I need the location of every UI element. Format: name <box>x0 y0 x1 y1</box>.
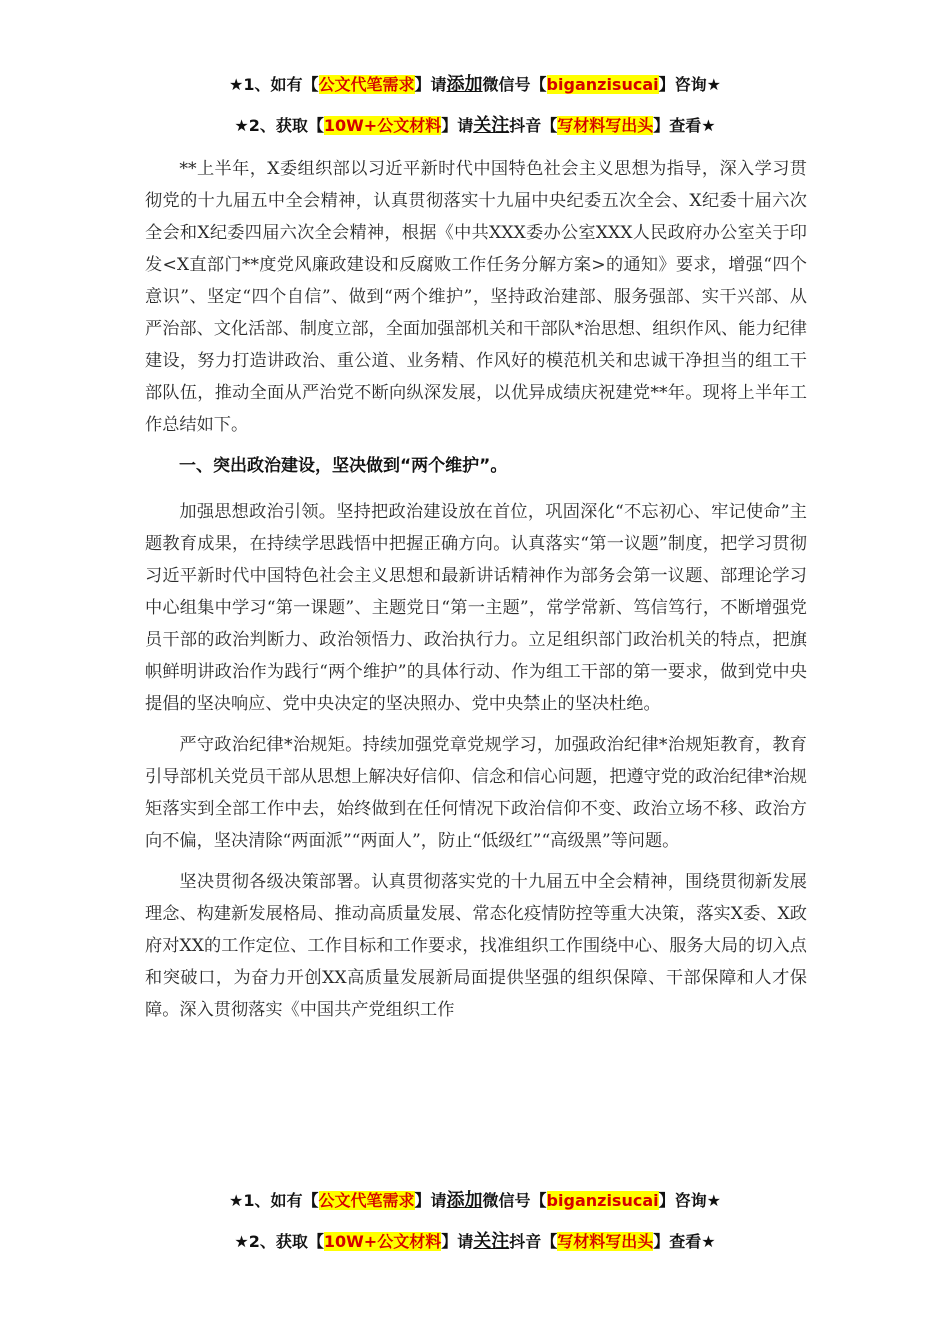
banner-text: 】请 <box>441 1232 474 1251</box>
banner-highlight: 写材料写出头 <box>557 116 654 135</box>
banner-text: ★1、如有【 <box>229 1191 319 1210</box>
promo-banner-line-1 <box>0 70 950 96</box>
banner-highlight: 10W+公文材料 <box>323 116 442 135</box>
banner-text: 】请 <box>441 116 474 135</box>
banner-text: 】请 <box>414 1191 447 1210</box>
section-heading: 一、突出政治建设，坚决做到“两个维护”。 <box>179 456 508 476</box>
banner-emphasis: 添加 <box>446 74 483 95</box>
paragraph-ideology: 加强思想政治引领。坚持把政治建设放在首位，巩固深化“不忘初心、牢记使命”主题教育成果，在持续学思践悟中把握正确方向。认真落实“第一议题”制度，把学习贯彻习近平新时代中国特色社会主义思想和最新讲话精神作为部务会第一议题、部理论学习中心组集中学习“第一课题”、主题党日“第一主题”，常学常新、笃信笃行，不断增强党员干部的政治判断力、政治领悟力、政治执行力。立足组织部门政治机关的特点，把旗帜鲜明讲政治作为践行“两个维护”的具体行动、作为组工干部的第一要求，做到党中央提倡的坚决响应、党中央决定的坚决照办、党中央禁止的坚决杜绝。 <box>145 502 807 714</box>
banner-emphasis: 关注 <box>473 115 510 136</box>
promo-banner-line-1 <box>0 1186 950 1212</box>
banner-text: 抖音【 <box>509 116 558 135</box>
paragraph-intro: **上半年，X委组织部以习近平新时代中国特色社会主义思想为指导，深入学习贯彻党的十九届五中全会精神，认真贯彻落实十九届中央纪委五次全会、X纪委十届六次全会和X纪委四届六次全会精神，根据《中共XXX委办公室XXX人民政府办公室关于印发<X直部门**度党风廉政建设和反腐败工作任务分解方案>的通知》要求，增强“四个意识”、坚定“四个自信”、做到“两个维护”，坚持政治建部、服务强部、实干兴部、从严治部、文化活部、制度立部，全面加强部机关和干部队*治思想、组织作风、能力纪律建设，努力打造讲政治、重公道、业务精、作风好的模范机关和忠诚干净担当的组工干部队伍，推动全面从严治党不断向纵深发展，以优异成绩庆祝建党**年。现将上半年工作总结如下。 <box>145 159 807 435</box>
paragraph-discipline: 严守政治纪律*治规矩。持续加强党章党规学习，加强政治纪律*治规矩教育，教育引导部机关党员干部从思想上解决好信仰、信念和信心问题，把遵守党的政治纪律*治规矩落实到全部工作中去，始终做到在任何情况下政治信仰不变、政治立场不移、政治方向不偏，坚决清除“两面派”“两面人”，防止“低级红”“高级黑”等问题。 <box>145 735 807 851</box>
banner-emphasis: 关注 <box>473 1231 510 1252</box>
promo-banner-line-2 <box>0 111 950 137</box>
banner-text: ★2、获取【 <box>234 116 324 135</box>
banner-text: ★1、如有【 <box>229 75 319 94</box>
banner-highlight: biganzisucai <box>546 75 659 94</box>
banner-text: 抖音【 <box>509 1232 558 1251</box>
banner-highlight: 10W+公文材料 <box>323 1232 442 1251</box>
promo-banner-line-2 <box>0 1227 950 1253</box>
banner-text: 微信号【 <box>482 1191 547 1210</box>
banner-text: 】查看★ <box>653 1232 716 1251</box>
document-body <box>145 153 807 1035</box>
banner-text: 】请 <box>414 75 447 94</box>
banner-text: 】咨询★ <box>658 1191 721 1210</box>
banner-highlight: 公文代笔需求 <box>318 1191 415 1210</box>
banner-emphasis: 添加 <box>446 1190 483 1211</box>
banner-text: ★2、获取【 <box>234 1232 324 1251</box>
banner-text: 】查看★ <box>653 116 716 135</box>
banner-text: 】咨询★ <box>658 75 721 94</box>
paragraph-decisions: 坚决贯彻各级决策部署。认真贯彻落实党的十九届五中全会精神，围绕贯彻新发展理念、构建新发展格局、推动高质量发展、常态化疫情防控等重大决策，落实X委、X政府对XX的工作定位、工作目标和工作要求，找准组织工作围绕中心、服务大局的切入点和突破口，为奋力开创XX高质量发展新局面提供坚强的组织保障、干部保障和人才保障。深入贯彻落实《中国共产党组织工作 <box>145 872 807 1020</box>
banner-highlight: 写材料写出头 <box>557 1232 654 1251</box>
banner-text: 微信号【 <box>482 75 547 94</box>
banner-highlight: biganzisucai <box>546 1191 659 1210</box>
banner-highlight: 公文代笔需求 <box>318 75 415 94</box>
